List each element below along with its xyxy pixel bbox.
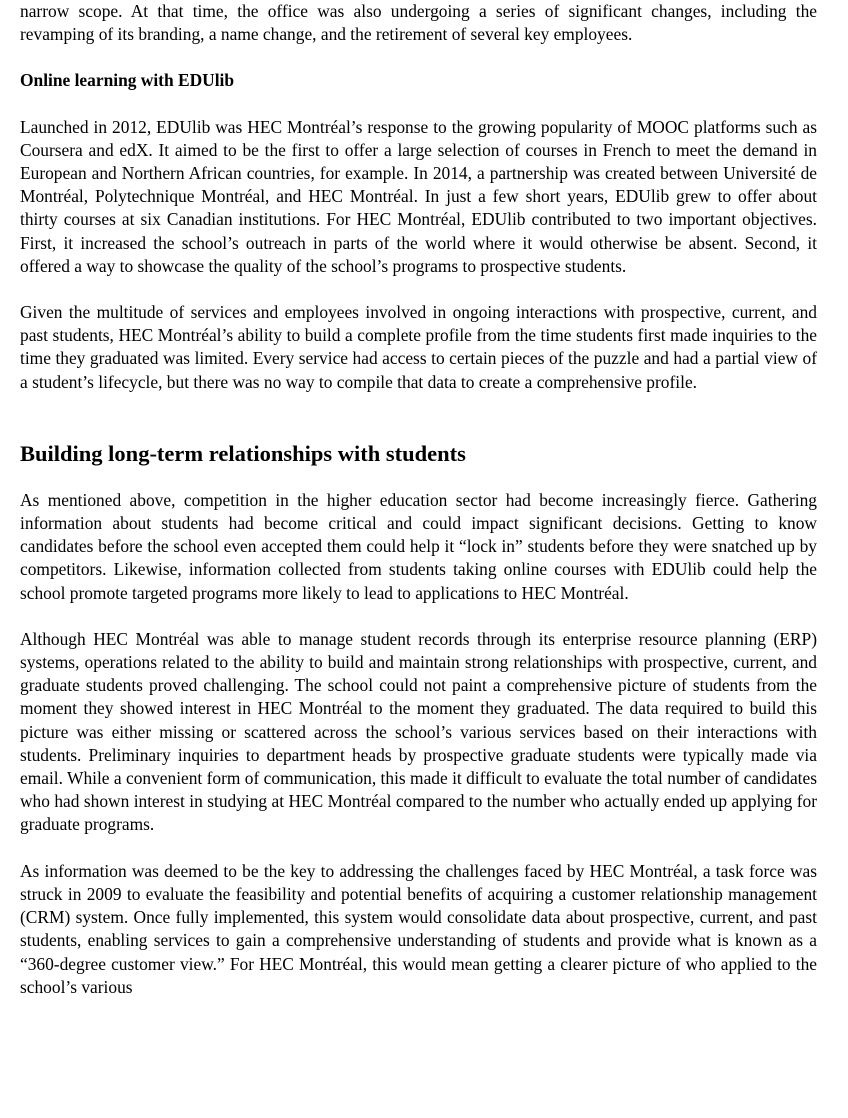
spacer [20, 468, 817, 489]
edulib-paragraph: Launched in 2012, EDUlib was HEC Montréal’s response to the growing popularity of MOOC platforms such as Coursera and edX. It aimed to be the first to offer a large selection of courses in French to meet the demand in European and Northern African countries, for example. In 2014, a partnership was created between Université de Montréal, Polytechnique Montréal, and HEC Montréal. In just a few short years, EDUlib grew to offer about thirty courses at six Canadian institutions. For HEC Montréal, EDUlib contributed to two important objectives. First, it increased the school’s outreach in parts of the world where it would otherwise be absent. Second, it offered a way to showcase the quality of the school’s programs to prospective students. [20, 116, 817, 276]
edulib-heading: Online learning with EDUlib [20, 70, 235, 91]
spacer [20, 46, 817, 69]
spacer [20, 278, 817, 301]
spacer [20, 93, 817, 116]
spacer [20, 837, 817, 860]
document-page [20, 0, 817, 999]
erp-paragraph: Although HEC Montréal was able to manage student records through its enterprise resource planning (ERP) systems, operations related to the ability to build and maintain strong relationships with prospective, current, and graduate students proved challenging. The school could not paint a comprehensive picture of students from the moment they showed interest in HEC Montréal to the moment they graduated. The data required to build this picture was either missing or scattered across the school’s various services based on their interactions with students. Preliminary inquiries to department heads by prospective graduate students were typically made via email. While a convenient form of communication, this made it difficult to evaluate the total number of candidates who had shown interest in studying at HEC Montréal compared to the number who actually ended up applying for graduate programs. [20, 628, 817, 835]
spacer [20, 605, 817, 628]
competition-paragraph: As mentioned above, competition in the higher education sector had become increasingly fierce. Gathering information about students had become critical and could impact significant decisions. Getting to know candidates before the school even accepted them could help it “lock in” students before they were snatched up by competitors. Likewise, information collected from students taking online courses with EDUlib could help the school promote targeted programs more likely to lead to applications to HEC Montréal. [20, 489, 817, 603]
spacer [20, 394, 817, 440]
crm-paragraph: As information was deemed to be the key to addressing the challenges faced by HEC Montréal, a task force was struck in 2009 to evaluate the feasibility and potential benefits of acquiring a customer relationship management (CRM) system. Once fully implemented, this system would consolidate data about prospective, current, and past students, enabling services to gain a comprehensive understanding of students and provide what is known as a “360-degree customer view.” For HEC Montréal, this would mean getting a clearer picture of who applied to the school’s various [20, 860, 817, 997]
intro-paragraph: narrow scope. At that time, the office was also undergoing a series of significant changes, including the revamping of its branding, a name change, and the retirement of several key employees. [20, 1, 817, 45]
profile-paragraph: Given the multitude of services and employees involved in ongoing interactions with prospective, current, and past students, HEC Montréal’s ability to build a complete profile from the time students first made inquiries to the time they graduated was limited. Every service had access to certain pieces of the puzzle and had a partial view of a student’s lifecycle, but there was no way to compile that data to create a comprehensive profile. [20, 302, 817, 392]
relationships-heading: Building long-term relationships with students [20, 440, 466, 466]
